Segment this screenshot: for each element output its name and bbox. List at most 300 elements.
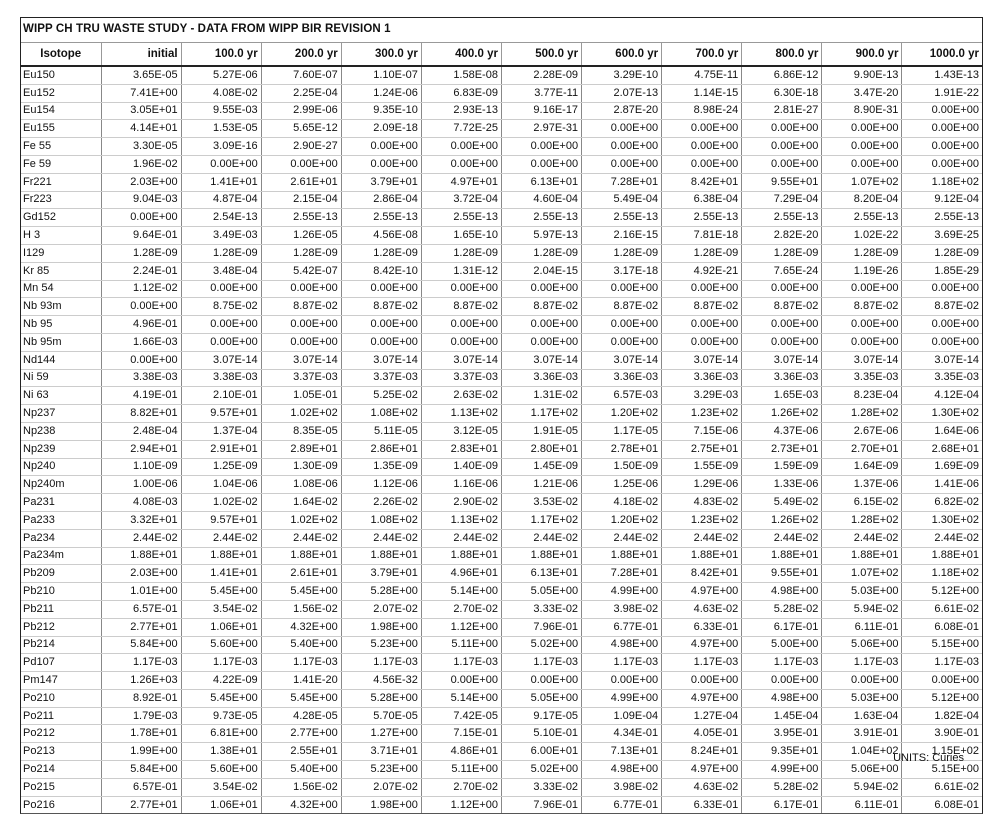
activity-value-cell: 9.57E+01 bbox=[181, 405, 261, 423]
activity-value-cell: 4.14E+01 bbox=[101, 120, 181, 138]
activity-value-cell: 5.12E+00 bbox=[902, 583, 982, 601]
activity-value-cell: 0.00E+00 bbox=[501, 672, 581, 690]
activity-value-cell: 0.00E+00 bbox=[822, 280, 902, 298]
table-row bbox=[21, 298, 982, 316]
table-row bbox=[21, 494, 982, 512]
activity-value-cell: 6.08E-01 bbox=[902, 796, 982, 813]
table-row bbox=[21, 227, 982, 245]
isotope-name-cell: Mn 54 bbox=[21, 280, 101, 298]
activity-value-cell: 7.81E-18 bbox=[662, 227, 742, 245]
activity-value-cell: 1.28E-09 bbox=[582, 244, 662, 262]
activity-value-cell: 4.98E+00 bbox=[582, 636, 662, 654]
activity-value-cell: 2.55E-13 bbox=[742, 209, 822, 227]
table-row bbox=[21, 66, 982, 84]
activity-value-cell: 0.00E+00 bbox=[181, 316, 261, 334]
activity-value-cell: 6.77E-01 bbox=[582, 796, 662, 813]
activity-value-cell: 1.08E-06 bbox=[261, 476, 341, 494]
activity-value-cell: 1.45E-04 bbox=[742, 707, 822, 725]
activity-value-cell: 1.96E-02 bbox=[101, 155, 181, 173]
activity-value-cell: 0.00E+00 bbox=[822, 120, 902, 138]
activity-value-cell: 2.44E-02 bbox=[742, 529, 822, 547]
activity-value-cell: 3.09E-16 bbox=[181, 138, 261, 156]
activity-value-cell: 2.61E+01 bbox=[261, 173, 341, 191]
activity-value-cell: 2.55E-13 bbox=[501, 209, 581, 227]
activity-value-cell: 0.00E+00 bbox=[421, 333, 501, 351]
activity-value-cell: 8.92E-01 bbox=[101, 689, 181, 707]
activity-value-cell: 1.21E-06 bbox=[501, 476, 581, 494]
activity-value-cell: 4.60E-04 bbox=[501, 191, 581, 209]
activity-value-cell: 1.65E-03 bbox=[742, 387, 822, 405]
activity-value-cell: 0.00E+00 bbox=[822, 672, 902, 690]
activity-value-cell: 7.29E-04 bbox=[742, 191, 822, 209]
activity-value-cell: 1.28E-09 bbox=[742, 244, 822, 262]
activity-value-cell: 4.97E+00 bbox=[662, 689, 742, 707]
activity-value-cell: 3.32E+01 bbox=[101, 511, 181, 529]
activity-value-cell: 1.91E-05 bbox=[501, 422, 581, 440]
activity-value-cell: 2.83E+01 bbox=[421, 440, 501, 458]
column-header-isotope: Isotope bbox=[21, 43, 101, 66]
activity-value-cell: 2.77E+01 bbox=[101, 618, 181, 636]
activity-value-cell: 3.79E+01 bbox=[341, 565, 421, 583]
activity-value-cell: 8.23E-04 bbox=[822, 387, 902, 405]
activity-value-cell: 0.00E+00 bbox=[582, 672, 662, 690]
activity-value-cell: 2.44E-02 bbox=[101, 529, 181, 547]
activity-value-cell: 3.07E-14 bbox=[742, 351, 822, 369]
activity-value-cell: 3.05E+01 bbox=[101, 102, 181, 120]
activity-value-cell: 8.75E-02 bbox=[181, 298, 261, 316]
activity-value-cell: 5.84E+00 bbox=[101, 761, 181, 779]
activity-value-cell: 1.02E+02 bbox=[261, 405, 341, 423]
isotope-name-cell: Kr 85 bbox=[21, 262, 101, 280]
isotope-name-cell: Nb 93m bbox=[21, 298, 101, 316]
activity-value-cell: 6.11E-01 bbox=[822, 796, 902, 813]
isotope-name-cell: H 3 bbox=[21, 227, 101, 245]
activity-value-cell: 3.12E-05 bbox=[421, 422, 501, 440]
isotope-name-cell: Gd152 bbox=[21, 209, 101, 227]
table-row bbox=[21, 155, 982, 173]
activity-value-cell: 1.64E-09 bbox=[822, 458, 902, 476]
table-row bbox=[21, 636, 982, 654]
isotope-name-cell: Po215 bbox=[21, 778, 101, 796]
activity-value-cell: 7.65E-24 bbox=[742, 262, 822, 280]
table-row bbox=[21, 529, 982, 547]
isotope-name-cell: Ni 63 bbox=[21, 387, 101, 405]
activity-value-cell: 1.17E-03 bbox=[421, 654, 501, 672]
isotope-name-cell: Po212 bbox=[21, 725, 101, 743]
activity-value-cell: 2.03E+00 bbox=[101, 173, 181, 191]
activity-value-cell: 1.17E-03 bbox=[902, 654, 982, 672]
activity-value-cell: 1.78E+01 bbox=[101, 725, 181, 743]
activity-value-cell: 5.05E+00 bbox=[501, 583, 581, 601]
activity-value-cell: 1.79E-03 bbox=[101, 707, 181, 725]
activity-value-cell: 9.16E-17 bbox=[501, 102, 581, 120]
activity-value-cell: 1.88E+01 bbox=[101, 547, 181, 565]
table-row bbox=[21, 102, 982, 120]
activity-value-cell: 5.06E+00 bbox=[822, 761, 902, 779]
activity-value-cell: 0.00E+00 bbox=[421, 280, 501, 298]
isotope-name-cell: Eu154 bbox=[21, 102, 101, 120]
isotope-name-cell: Np237 bbox=[21, 405, 101, 423]
table-row bbox=[21, 761, 982, 779]
activity-value-cell: 4.28E-05 bbox=[261, 707, 341, 725]
activity-value-cell: 2.90E-27 bbox=[261, 138, 341, 156]
activity-value-cell: 5.10E-01 bbox=[501, 725, 581, 743]
activity-value-cell: 0.00E+00 bbox=[261, 155, 341, 173]
activity-value-cell: 0.00E+00 bbox=[261, 316, 341, 334]
activity-value-cell: 1.59E-09 bbox=[742, 458, 822, 476]
activity-value-cell: 1.25E-09 bbox=[181, 458, 261, 476]
activity-value-cell: 0.00E+00 bbox=[822, 138, 902, 156]
activity-value-cell: 0.00E+00 bbox=[501, 280, 581, 298]
activity-value-cell: 2.55E-13 bbox=[582, 209, 662, 227]
activity-value-cell: 6.13E+01 bbox=[501, 565, 581, 583]
table-row bbox=[21, 280, 982, 298]
isotope-name-cell: Nd144 bbox=[21, 351, 101, 369]
activity-value-cell: 1.31E-12 bbox=[421, 262, 501, 280]
activity-value-cell: 4.99E+00 bbox=[582, 583, 662, 601]
activity-value-cell: 3.48E-04 bbox=[181, 262, 261, 280]
activity-value-cell: 1.17E-05 bbox=[582, 422, 662, 440]
activity-value-cell: 1.29E-06 bbox=[662, 476, 742, 494]
activity-value-cell: 0.00E+00 bbox=[902, 316, 982, 334]
activity-value-cell: 5.60E+00 bbox=[181, 636, 261, 654]
activity-value-cell: 1.38E+01 bbox=[181, 743, 261, 761]
activity-value-cell: 8.82E+01 bbox=[101, 405, 181, 423]
activity-value-cell: 5.14E+00 bbox=[421, 689, 501, 707]
table-row bbox=[21, 778, 982, 796]
activity-value-cell: 8.87E-02 bbox=[261, 298, 341, 316]
activity-value-cell: 5.27E-06 bbox=[181, 66, 261, 84]
activity-value-cell: 1.06E+01 bbox=[181, 796, 261, 813]
activity-value-cell: 1.07E+02 bbox=[822, 565, 902, 583]
activity-value-cell: 2.73E+01 bbox=[742, 440, 822, 458]
activity-value-cell: 1.98E+00 bbox=[341, 618, 421, 636]
activity-value-cell: 4.63E-02 bbox=[662, 778, 742, 796]
table-row bbox=[21, 547, 982, 565]
activity-value-cell: 5.02E+00 bbox=[501, 636, 581, 654]
activity-value-cell: 0.00E+00 bbox=[662, 120, 742, 138]
activity-value-cell: 4.08E-03 bbox=[101, 494, 181, 512]
activity-value-cell: 8.98E-24 bbox=[662, 102, 742, 120]
activity-value-cell: 3.47E-20 bbox=[822, 84, 902, 102]
activity-value-cell: 2.77E+01 bbox=[101, 796, 181, 813]
activity-value-cell: 5.05E+00 bbox=[501, 689, 581, 707]
activity-value-cell: 1.64E-06 bbox=[902, 422, 982, 440]
activity-value-cell: 1.56E-02 bbox=[261, 778, 341, 796]
table-row bbox=[21, 173, 982, 191]
activity-value-cell: 1.28E-09 bbox=[501, 244, 581, 262]
activity-value-cell: 0.00E+00 bbox=[902, 333, 982, 351]
activity-value-cell: 3.07E-14 bbox=[662, 351, 742, 369]
activity-value-cell: 2.97E-31 bbox=[501, 120, 581, 138]
column-header-800yr: 800.0 yr bbox=[742, 43, 822, 66]
activity-value-cell: 1.09E-04 bbox=[582, 707, 662, 725]
activity-value-cell: 0.00E+00 bbox=[501, 333, 581, 351]
activity-value-cell: 1.17E-03 bbox=[101, 654, 181, 672]
activity-value-cell: 9.12E-04 bbox=[902, 191, 982, 209]
activity-value-cell: 6.15E-02 bbox=[822, 494, 902, 512]
isotope-table bbox=[21, 43, 982, 813]
isotope-name-cell: Np239 bbox=[21, 440, 101, 458]
activity-value-cell: 1.37E-06 bbox=[822, 476, 902, 494]
column-header-700yr: 700.0 yr bbox=[662, 43, 742, 66]
activity-value-cell: 2.44E-02 bbox=[822, 529, 902, 547]
activity-value-cell: 1.01E+00 bbox=[101, 583, 181, 601]
activity-value-cell: 1.88E+01 bbox=[742, 547, 822, 565]
activity-value-cell: 1.17E-03 bbox=[742, 654, 822, 672]
isotope-name-cell: Eu152 bbox=[21, 84, 101, 102]
activity-value-cell: 1.17E+02 bbox=[501, 511, 581, 529]
table-row bbox=[21, 654, 982, 672]
activity-value-cell: 0.00E+00 bbox=[822, 155, 902, 173]
activity-value-cell: 0.00E+00 bbox=[742, 333, 822, 351]
activity-value-cell: 2.44E-02 bbox=[341, 529, 421, 547]
activity-value-cell: 1.18E+02 bbox=[902, 565, 982, 583]
activity-value-cell: 8.35E-05 bbox=[261, 422, 341, 440]
activity-value-cell: 8.87E-02 bbox=[582, 298, 662, 316]
isotope-name-cell: Fe 59 bbox=[21, 155, 101, 173]
activity-value-cell: 6.38E-04 bbox=[662, 191, 742, 209]
activity-value-cell: 0.00E+00 bbox=[742, 316, 822, 334]
activity-value-cell: 6.13E+01 bbox=[501, 173, 581, 191]
activity-value-cell: 0.00E+00 bbox=[582, 138, 662, 156]
activity-value-cell: 1.14E-15 bbox=[662, 84, 742, 102]
activity-value-cell: 0.00E+00 bbox=[341, 316, 421, 334]
activity-value-cell: 4.87E-04 bbox=[181, 191, 261, 209]
activity-value-cell: 6.57E-01 bbox=[101, 778, 181, 796]
table-row bbox=[21, 458, 982, 476]
isotope-name-cell: Pb210 bbox=[21, 583, 101, 601]
isotope-name-cell: Fe 55 bbox=[21, 138, 101, 156]
activity-value-cell: 2.81E-27 bbox=[742, 102, 822, 120]
activity-value-cell: 3.37E-03 bbox=[421, 369, 501, 387]
isotope-name-cell: Nb 95 bbox=[21, 316, 101, 334]
activity-value-cell: 8.87E-02 bbox=[662, 298, 742, 316]
activity-value-cell: 3.71E+01 bbox=[341, 743, 421, 761]
isotope-name-cell: Pa234m bbox=[21, 547, 101, 565]
activity-value-cell: 1.88E+01 bbox=[902, 547, 982, 565]
table-row bbox=[21, 707, 982, 725]
units-note: UNITS: Curies bbox=[893, 752, 964, 764]
activity-value-cell: 5.15E+00 bbox=[902, 636, 982, 654]
activity-value-cell: 9.90E-13 bbox=[822, 66, 902, 84]
activity-value-cell: 0.00E+00 bbox=[902, 120, 982, 138]
activity-value-cell: 5.97E-13 bbox=[501, 227, 581, 245]
activity-value-cell: 5.02E+00 bbox=[501, 761, 581, 779]
table-row bbox=[21, 600, 982, 618]
activity-value-cell: 1.33E-06 bbox=[742, 476, 822, 494]
activity-value-cell: 1.02E-02 bbox=[181, 494, 261, 512]
activity-value-cell: 2.55E-13 bbox=[421, 209, 501, 227]
activity-value-cell: 1.40E-09 bbox=[421, 458, 501, 476]
activity-value-cell: 5.45E+00 bbox=[261, 583, 341, 601]
activity-value-cell: 9.73E-05 bbox=[181, 707, 261, 725]
activity-value-cell: 9.35E-10 bbox=[341, 102, 421, 120]
activity-value-cell: 1.65E-10 bbox=[421, 227, 501, 245]
activity-value-cell: 0.00E+00 bbox=[662, 333, 742, 351]
activity-value-cell: 0.00E+00 bbox=[101, 209, 181, 227]
data-sheet bbox=[20, 17, 983, 814]
activity-value-cell: 5.49E-02 bbox=[742, 494, 822, 512]
activity-value-cell: 6.17E-01 bbox=[742, 618, 822, 636]
activity-value-cell: 5.65E-12 bbox=[261, 120, 341, 138]
activity-value-cell: 2.25E-04 bbox=[261, 84, 341, 102]
activity-value-cell: 3.07E-14 bbox=[261, 351, 341, 369]
isotope-name-cell: Pb209 bbox=[21, 565, 101, 583]
isotope-name-cell: Nb 95m bbox=[21, 333, 101, 351]
table-row bbox=[21, 191, 982, 209]
activity-value-cell: 2.70E-02 bbox=[421, 778, 501, 796]
activity-value-cell: 8.90E-31 bbox=[822, 102, 902, 120]
activity-value-cell: 3.38E-03 bbox=[181, 369, 261, 387]
activity-value-cell: 1.28E-09 bbox=[902, 244, 982, 262]
activity-value-cell: 1.07E+02 bbox=[822, 173, 902, 191]
activity-value-cell: 0.00E+00 bbox=[341, 155, 421, 173]
activity-value-cell: 4.32E+00 bbox=[261, 618, 341, 636]
activity-value-cell: 2.26E-02 bbox=[341, 494, 421, 512]
table-row bbox=[21, 618, 982, 636]
activity-value-cell: 8.87E-02 bbox=[742, 298, 822, 316]
activity-value-cell: 3.72E-04 bbox=[421, 191, 501, 209]
activity-value-cell: 4.56E-32 bbox=[341, 672, 421, 690]
activity-value-cell: 4.96E-01 bbox=[101, 316, 181, 334]
activity-value-cell: 9.55E+01 bbox=[742, 565, 822, 583]
table-row bbox=[21, 565, 982, 583]
activity-value-cell: 1.10E-07 bbox=[341, 66, 421, 84]
activity-value-cell: 3.07E-14 bbox=[421, 351, 501, 369]
activity-value-cell: 4.37E-06 bbox=[742, 422, 822, 440]
activity-value-cell: 2.82E-20 bbox=[742, 227, 822, 245]
activity-value-cell: 1.26E+02 bbox=[742, 511, 822, 529]
table-row bbox=[21, 244, 982, 262]
activity-value-cell: 5.00E+00 bbox=[742, 636, 822, 654]
activity-value-cell: 0.00E+00 bbox=[421, 138, 501, 156]
table-row bbox=[21, 725, 982, 743]
activity-value-cell: 1.13E+02 bbox=[421, 511, 501, 529]
activity-value-cell: 1.04E+02 bbox=[822, 743, 902, 761]
activity-value-cell: 1.43E-13 bbox=[902, 66, 982, 84]
activity-value-cell: 0.00E+00 bbox=[662, 316, 742, 334]
activity-value-cell: 1.69E-09 bbox=[902, 458, 982, 476]
activity-value-cell: 2.55E-13 bbox=[341, 209, 421, 227]
activity-value-cell: 5.45E+00 bbox=[181, 583, 261, 601]
activity-value-cell: 4.92E-21 bbox=[662, 262, 742, 280]
activity-value-cell: 4.96E+01 bbox=[421, 565, 501, 583]
activity-value-cell: 2.24E-01 bbox=[101, 262, 181, 280]
isotope-name-cell: Pb211 bbox=[21, 600, 101, 618]
activity-value-cell: 1.63E-04 bbox=[822, 707, 902, 725]
column-header-100yr: 100.0 yr bbox=[181, 43, 261, 66]
isotope-name-cell: Po214 bbox=[21, 761, 101, 779]
activity-value-cell: 1.88E+01 bbox=[822, 547, 902, 565]
activity-value-cell: 5.42E-07 bbox=[261, 262, 341, 280]
activity-value-cell: 1.31E-02 bbox=[501, 387, 581, 405]
activity-value-cell: 3.17E-18 bbox=[582, 262, 662, 280]
activity-value-cell: 8.87E-02 bbox=[501, 298, 581, 316]
activity-value-cell: 4.34E-01 bbox=[582, 725, 662, 743]
activity-value-cell: 1.30E+02 bbox=[902, 511, 982, 529]
activity-value-cell: 1.88E+01 bbox=[181, 547, 261, 565]
activity-value-cell: 5.25E-02 bbox=[341, 387, 421, 405]
activity-value-cell: 4.19E-01 bbox=[101, 387, 181, 405]
activity-value-cell: 9.64E-01 bbox=[101, 227, 181, 245]
activity-value-cell: 1.20E+02 bbox=[582, 511, 662, 529]
activity-value-cell: 1.28E-09 bbox=[101, 244, 181, 262]
activity-value-cell: 3.95E-01 bbox=[742, 725, 822, 743]
activity-value-cell: 2.87E-20 bbox=[582, 102, 662, 120]
activity-value-cell: 1.41E-20 bbox=[261, 672, 341, 690]
isotope-name-cell: Pb212 bbox=[21, 618, 101, 636]
activity-value-cell: 0.00E+00 bbox=[582, 120, 662, 138]
activity-value-cell: 1.17E-03 bbox=[662, 654, 742, 672]
activity-value-cell: 1.41E-06 bbox=[902, 476, 982, 494]
table-row bbox=[21, 440, 982, 458]
activity-value-cell: 3.07E-14 bbox=[341, 351, 421, 369]
activity-value-cell: 0.00E+00 bbox=[261, 333, 341, 351]
activity-value-cell: 0.00E+00 bbox=[742, 138, 822, 156]
activity-value-cell: 1.12E+00 bbox=[421, 618, 501, 636]
activity-value-cell: 2.80E+01 bbox=[501, 440, 581, 458]
activity-value-cell: 5.60E+00 bbox=[181, 761, 261, 779]
activity-value-cell: 3.36E-03 bbox=[582, 369, 662, 387]
activity-value-cell: 3.90E-01 bbox=[902, 725, 982, 743]
activity-value-cell: 0.00E+00 bbox=[902, 280, 982, 298]
activity-value-cell: 5.45E+00 bbox=[181, 689, 261, 707]
activity-value-cell: 3.77E-11 bbox=[501, 84, 581, 102]
activity-value-cell: 0.00E+00 bbox=[662, 138, 742, 156]
activity-value-cell: 0.00E+00 bbox=[421, 672, 501, 690]
activity-value-cell: 3.54E-02 bbox=[181, 778, 261, 796]
activity-value-cell: 0.00E+00 bbox=[902, 672, 982, 690]
activity-value-cell: 1.18E+02 bbox=[902, 173, 982, 191]
activity-value-cell: 1.41E+01 bbox=[181, 565, 261, 583]
activity-value-cell: 2.93E-13 bbox=[421, 102, 501, 120]
activity-value-cell: 3.91E-01 bbox=[822, 725, 902, 743]
isotope-name-cell: Np240m bbox=[21, 476, 101, 494]
activity-value-cell: 2.44E-02 bbox=[421, 529, 501, 547]
activity-value-cell: 8.87E-02 bbox=[822, 298, 902, 316]
activity-value-cell: 8.20E-04 bbox=[822, 191, 902, 209]
activity-value-cell: 2.67E-06 bbox=[822, 422, 902, 440]
activity-value-cell: 3.33E-02 bbox=[501, 600, 581, 618]
activity-value-cell: 1.56E-02 bbox=[261, 600, 341, 618]
activity-value-cell: 2.44E-02 bbox=[582, 529, 662, 547]
isotope-name-cell: Po213 bbox=[21, 743, 101, 761]
activity-value-cell: 8.87E-02 bbox=[341, 298, 421, 316]
activity-value-cell: 0.00E+00 bbox=[101, 351, 181, 369]
isotope-name-cell: Eu150 bbox=[21, 66, 101, 84]
activity-value-cell: 2.44E-02 bbox=[261, 529, 341, 547]
activity-value-cell: 5.84E+00 bbox=[101, 636, 181, 654]
activity-value-cell: 2.04E-15 bbox=[501, 262, 581, 280]
activity-value-cell: 1.27E-04 bbox=[662, 707, 742, 725]
activity-value-cell: 2.44E-02 bbox=[181, 529, 261, 547]
activity-value-cell: 3.35E-03 bbox=[822, 369, 902, 387]
activity-value-cell: 8.42E-10 bbox=[341, 262, 421, 280]
activity-value-cell: 5.28E-02 bbox=[742, 778, 822, 796]
activity-value-cell: 1.19E-26 bbox=[822, 262, 902, 280]
activity-value-cell: 5.70E-05 bbox=[341, 707, 421, 725]
column-header-300yr: 300.0 yr bbox=[341, 43, 421, 66]
activity-value-cell: 0.00E+00 bbox=[421, 155, 501, 173]
activity-value-cell: 4.75E-11 bbox=[662, 66, 742, 84]
activity-value-cell: 4.18E-02 bbox=[582, 494, 662, 512]
activity-value-cell: 6.61E-02 bbox=[902, 600, 982, 618]
activity-value-cell: 1.37E-04 bbox=[181, 422, 261, 440]
activity-value-cell: 0.00E+00 bbox=[902, 102, 982, 120]
activity-value-cell: 1.30E-09 bbox=[261, 458, 341, 476]
activity-value-cell: 1.12E-02 bbox=[101, 280, 181, 298]
